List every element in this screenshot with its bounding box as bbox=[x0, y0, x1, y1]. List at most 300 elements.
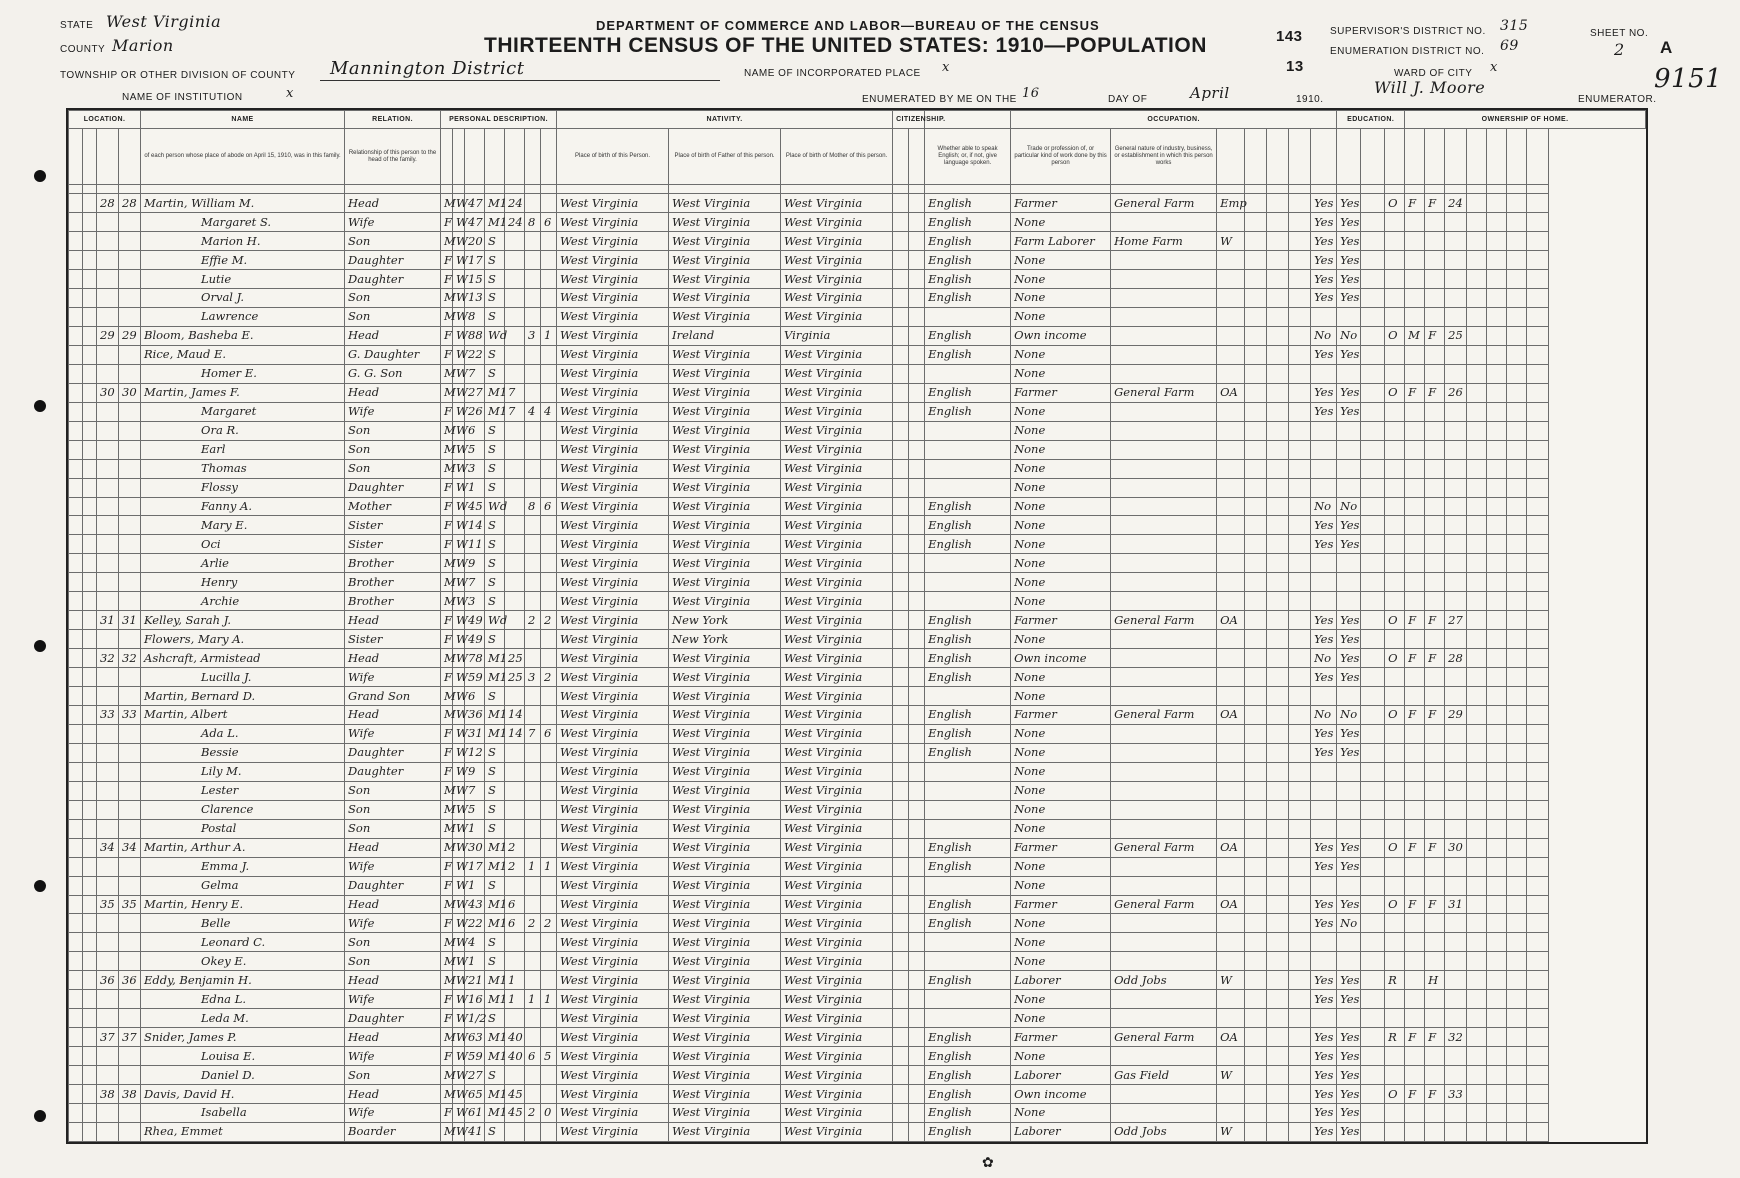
cell-hs bbox=[1425, 687, 1445, 706]
cell-bp: West Virginia bbox=[557, 421, 669, 440]
cell-own bbox=[1385, 289, 1405, 308]
cell-born bbox=[525, 383, 541, 402]
cell-liv: 2 bbox=[541, 914, 557, 933]
cell-rel: Son bbox=[345, 421, 441, 440]
cell-own bbox=[1385, 952, 1405, 971]
cell-eng: English bbox=[925, 611, 1011, 630]
cell-own bbox=[1385, 440, 1405, 459]
cell-bp: West Virginia bbox=[557, 497, 669, 516]
cell-f bbox=[119, 421, 141, 440]
mother-birthplace-subheading: Place of birth of Mother of this person. bbox=[781, 129, 893, 185]
cell-bpm: West Virginia bbox=[781, 440, 893, 459]
cell-wr: Yes bbox=[1337, 1028, 1361, 1047]
cell-sched bbox=[1445, 1066, 1467, 1085]
cell-ind bbox=[1111, 402, 1217, 421]
cell-liv bbox=[541, 971, 557, 990]
cell-race: W bbox=[453, 876, 465, 895]
cell-rd: Yes bbox=[1311, 971, 1337, 990]
cell-age: 47 bbox=[465, 213, 485, 232]
table-row bbox=[69, 573, 1646, 592]
cell-rel: Wife bbox=[345, 213, 441, 232]
cell-fm bbox=[1405, 1009, 1425, 1028]
supervisor-value: 315 bbox=[1500, 18, 1529, 34]
cell-rd: Yes bbox=[1311, 743, 1337, 762]
cell-hs bbox=[1425, 1104, 1445, 1123]
cell-liv: 2 bbox=[541, 668, 557, 687]
cell-bpf: West Virginia bbox=[669, 251, 781, 270]
cell-yrs bbox=[505, 592, 525, 611]
cell-liv bbox=[541, 705, 557, 724]
cell-rel: Wife bbox=[345, 914, 441, 933]
cell-ind bbox=[1111, 307, 1217, 326]
cell-trade: None bbox=[1011, 573, 1111, 592]
cell-trade: None bbox=[1011, 1009, 1111, 1028]
cell-born bbox=[525, 478, 541, 497]
cell-cls: W bbox=[1217, 1122, 1245, 1141]
cell-age: 15 bbox=[465, 270, 485, 289]
cell-yrs: 14 bbox=[505, 724, 525, 743]
cell-name: Rhea, Emmet bbox=[141, 1122, 345, 1141]
cell-trade: None bbox=[1011, 952, 1111, 971]
cell-fm bbox=[1405, 743, 1425, 762]
cell-trade: None bbox=[1011, 421, 1111, 440]
cell-bpm: West Virginia bbox=[781, 1009, 893, 1028]
cell-age: 6 bbox=[465, 687, 485, 706]
cell-cls bbox=[1217, 1009, 1245, 1028]
enumerated-label: ENUMERATED BY ME ON THE bbox=[862, 94, 1017, 105]
cell-sched bbox=[1445, 516, 1467, 535]
table-row bbox=[69, 838, 1646, 857]
cell-own: O bbox=[1385, 838, 1405, 857]
cell-hs bbox=[1425, 535, 1445, 554]
cell-name: Thomas bbox=[141, 459, 345, 478]
cell-rd: Yes bbox=[1311, 194, 1337, 213]
cell-race: W bbox=[453, 194, 465, 213]
cell-trade: None bbox=[1011, 668, 1111, 687]
ownership-group: OWNERSHIP OF HOME. bbox=[1405, 111, 1646, 129]
cell-cls bbox=[1217, 990, 1245, 1009]
hole-punch-icon bbox=[34, 640, 46, 652]
cell-age: 13 bbox=[465, 289, 485, 308]
cell-ms: M1 bbox=[485, 1104, 505, 1123]
cell-name: Clarence bbox=[141, 800, 345, 819]
ward-value: x bbox=[1490, 60, 1498, 75]
cell-sched bbox=[1445, 1122, 1467, 1141]
cell-fm bbox=[1405, 781, 1425, 800]
cell-d bbox=[97, 345, 119, 364]
cell-own bbox=[1385, 762, 1405, 781]
cell-sex: M bbox=[441, 687, 453, 706]
cell-eng bbox=[925, 478, 1011, 497]
cell-bpm: West Virginia bbox=[781, 876, 893, 895]
cell-race: W bbox=[453, 952, 465, 971]
cell-hs bbox=[1425, 668, 1445, 687]
cell-ms: Wd bbox=[485, 497, 505, 516]
cell-f bbox=[119, 270, 141, 289]
birthplace-subheading: Place of birth of this Person. bbox=[557, 129, 669, 185]
cell-born bbox=[525, 459, 541, 478]
cell-ms: M1 bbox=[485, 194, 505, 213]
cell-cls bbox=[1217, 440, 1245, 459]
cell-trade: None bbox=[1011, 933, 1111, 952]
cell-sex: M bbox=[441, 781, 453, 800]
cell-bpm: West Virginia bbox=[781, 459, 893, 478]
cell-own bbox=[1385, 592, 1405, 611]
table-row bbox=[69, 952, 1646, 971]
cell-sex: M bbox=[441, 554, 453, 573]
cell-liv bbox=[541, 952, 557, 971]
cell-eng bbox=[925, 762, 1011, 781]
cell-sex: M bbox=[441, 307, 453, 326]
cell-trade: None bbox=[1011, 289, 1111, 308]
cell-f bbox=[119, 857, 141, 876]
cell-ind bbox=[1111, 800, 1217, 819]
cell-rel: Daughter bbox=[345, 1009, 441, 1028]
cell-rd bbox=[1311, 478, 1337, 497]
cell-cls bbox=[1217, 402, 1245, 421]
enumerated-day: 16 bbox=[1022, 86, 1040, 101]
cell-wr: Yes bbox=[1337, 649, 1361, 668]
cell-sched bbox=[1445, 952, 1467, 971]
cell-sex: M bbox=[441, 819, 453, 838]
cell-sex: F bbox=[441, 251, 453, 270]
cell-rel: Brother bbox=[345, 592, 441, 611]
cell-fm: F bbox=[1405, 1028, 1425, 1047]
cell-d: 32 bbox=[97, 649, 119, 668]
cell-own bbox=[1385, 251, 1405, 270]
cell-wr: Yes bbox=[1337, 383, 1361, 402]
cell-bpf: West Virginia bbox=[669, 895, 781, 914]
cell-bpm: West Virginia bbox=[781, 895, 893, 914]
cell-born bbox=[525, 232, 541, 251]
cell-d bbox=[97, 952, 119, 971]
cell-wr: Yes bbox=[1337, 232, 1361, 251]
cell-trade: None bbox=[1011, 459, 1111, 478]
cell-sched bbox=[1445, 270, 1467, 289]
cell-trade: None bbox=[1011, 800, 1111, 819]
cell-fm bbox=[1405, 270, 1425, 289]
cell-bpm: West Virginia bbox=[781, 289, 893, 308]
cell-bp: West Virginia bbox=[557, 914, 669, 933]
incorporated-place-label: NAME OF INCORPORATED PLACE bbox=[744, 68, 921, 79]
cell-age: 7 bbox=[465, 573, 485, 592]
language-subheading: Whether able to speak English; or, if not, give language spoken. bbox=[925, 129, 1011, 185]
cell-liv bbox=[541, 383, 557, 402]
cell-eng bbox=[925, 573, 1011, 592]
cell-rel: Head bbox=[345, 1028, 441, 1047]
cell-born bbox=[525, 307, 541, 326]
cell-bpf: West Virginia bbox=[669, 440, 781, 459]
cell-cls bbox=[1217, 857, 1245, 876]
table-row bbox=[69, 270, 1646, 289]
name-subheading: of each person whose place of abode on April 15, 1910, was in this family. bbox=[141, 129, 345, 185]
cell-sex: F bbox=[441, 630, 453, 649]
cell-hs bbox=[1425, 364, 1445, 383]
cell-name: Fanny A. bbox=[141, 497, 345, 516]
supervisor-label: SUPERVISOR'S DISTRICT NO. bbox=[1330, 26, 1486, 37]
cell-bp: West Virginia bbox=[557, 516, 669, 535]
cell-rel: G. G. Son bbox=[345, 364, 441, 383]
cell-sex: F bbox=[441, 668, 453, 687]
cell-ms: S bbox=[485, 307, 505, 326]
cell-race: W bbox=[453, 497, 465, 516]
cell-own: O bbox=[1385, 705, 1405, 724]
cell-liv: 4 bbox=[541, 402, 557, 421]
cell-cls bbox=[1217, 345, 1245, 364]
cell-trade: None bbox=[1011, 592, 1111, 611]
cell-own bbox=[1385, 364, 1405, 383]
cell-bpf: West Virginia bbox=[669, 668, 781, 687]
cell-ms: S bbox=[485, 364, 505, 383]
cell-ms: S bbox=[485, 592, 505, 611]
cell-yrs bbox=[505, 1009, 525, 1028]
cell-born bbox=[525, 535, 541, 554]
cell-hs bbox=[1425, 876, 1445, 895]
cell-fm bbox=[1405, 1122, 1425, 1141]
cell-sched bbox=[1445, 345, 1467, 364]
cell-name: Rice, Maud E. bbox=[141, 345, 345, 364]
table-row bbox=[69, 781, 1646, 800]
cell-ind bbox=[1111, 516, 1217, 535]
cell-bpf: West Virginia bbox=[669, 497, 781, 516]
cell-trade: Laborer bbox=[1011, 1122, 1111, 1141]
cell-d bbox=[97, 232, 119, 251]
cell-fm bbox=[1405, 497, 1425, 516]
location-group: LOCATION. bbox=[69, 111, 141, 129]
cell-liv bbox=[541, 630, 557, 649]
cell-wr bbox=[1337, 687, 1361, 706]
cell-age: 3 bbox=[465, 459, 485, 478]
cell-cls: Emp bbox=[1217, 194, 1245, 213]
cell-age: 26 bbox=[465, 402, 485, 421]
cell-name: Gelma bbox=[141, 876, 345, 895]
cell-rel: Daughter bbox=[345, 251, 441, 270]
cell-bp: West Virginia bbox=[557, 592, 669, 611]
cell-sched bbox=[1445, 876, 1467, 895]
cell-sched bbox=[1445, 573, 1467, 592]
cell-liv: 1 bbox=[541, 990, 557, 1009]
cell-bp: West Virginia bbox=[557, 819, 669, 838]
cell-cls bbox=[1217, 478, 1245, 497]
cell-hs bbox=[1425, 1066, 1445, 1085]
table-row bbox=[69, 724, 1646, 743]
cell-ms: M1 bbox=[485, 1085, 505, 1104]
cell-ind: General Farm bbox=[1111, 611, 1217, 630]
cell-rel: Son bbox=[345, 952, 441, 971]
cell-race: W bbox=[453, 307, 465, 326]
table-row bbox=[69, 194, 1646, 213]
cell-rd: Yes bbox=[1311, 611, 1337, 630]
cell-d bbox=[97, 990, 119, 1009]
cell-name: Martin, William M. bbox=[141, 194, 345, 213]
cell-yrs: 7 bbox=[505, 383, 525, 402]
cell-fm bbox=[1405, 762, 1425, 781]
cell-age: 17 bbox=[465, 857, 485, 876]
cell-trade: Farmer bbox=[1011, 1028, 1111, 1047]
cell-rd: Yes bbox=[1311, 630, 1337, 649]
cell-name: Bloom, Basheba E. bbox=[141, 326, 345, 345]
cell-ms: S bbox=[485, 345, 505, 364]
cell-rd: Yes bbox=[1311, 1066, 1337, 1085]
cell-bpm: West Virginia bbox=[781, 724, 893, 743]
cell-sex: F bbox=[441, 497, 453, 516]
cell-bp: West Virginia bbox=[557, 630, 669, 649]
cell-liv bbox=[541, 421, 557, 440]
cell-ind bbox=[1111, 364, 1217, 383]
cell-yrs: 25 bbox=[505, 649, 525, 668]
cell-d: 28 bbox=[97, 194, 119, 213]
cell-yrs: 2 bbox=[505, 857, 525, 876]
state-value: West Virginia bbox=[106, 12, 222, 31]
cell-cls bbox=[1217, 535, 1245, 554]
cell-hs bbox=[1425, 289, 1445, 308]
cell-eng: English bbox=[925, 857, 1011, 876]
cell-fm bbox=[1405, 478, 1425, 497]
cell-bpm: West Virginia bbox=[781, 838, 893, 857]
cell-ms: Wd bbox=[485, 326, 505, 345]
cell-liv bbox=[541, 800, 557, 819]
cell-ms: S bbox=[485, 743, 505, 762]
cell-yrs: 24 bbox=[505, 213, 525, 232]
cell-wr: Yes bbox=[1337, 743, 1361, 762]
cell-race: W bbox=[453, 611, 465, 630]
cell-trade: None bbox=[1011, 1047, 1111, 1066]
cell-bp: West Virginia bbox=[557, 289, 669, 308]
cell-born: 8 bbox=[525, 213, 541, 232]
cell-rd: Yes bbox=[1311, 1047, 1337, 1066]
cell-born bbox=[525, 1122, 541, 1141]
cell-f: 38 bbox=[119, 1085, 141, 1104]
cell-sex: F bbox=[441, 516, 453, 535]
table-row bbox=[69, 554, 1646, 573]
cell-sched bbox=[1445, 289, 1467, 308]
cell-liv: 1 bbox=[541, 857, 557, 876]
cell-age: 78 bbox=[465, 649, 485, 668]
cell-hs: F bbox=[1425, 649, 1445, 668]
sheet-value: 2 bbox=[1614, 40, 1625, 59]
cell-bpm: West Virginia bbox=[781, 762, 893, 781]
cell-wr bbox=[1337, 800, 1361, 819]
cell-d bbox=[97, 1047, 119, 1066]
cell-f bbox=[119, 743, 141, 762]
sheet-letter: A bbox=[1660, 38, 1673, 57]
cell-born bbox=[525, 743, 541, 762]
cell-hs: F bbox=[1425, 838, 1445, 857]
cell-rd: No bbox=[1311, 705, 1337, 724]
cell-d bbox=[97, 307, 119, 326]
cell-fm bbox=[1405, 876, 1425, 895]
relation-subheading: Relationship of this person to the head of the family. bbox=[345, 129, 441, 185]
cell-rd bbox=[1311, 952, 1337, 971]
cell-d bbox=[97, 933, 119, 952]
cell-bpm: West Virginia bbox=[781, 687, 893, 706]
township-label: TOWNSHIP OR OTHER DIVISION OF COUNTY bbox=[60, 70, 296, 81]
cell-name: Arlie bbox=[141, 554, 345, 573]
cell-hs bbox=[1425, 402, 1445, 421]
cell-sched bbox=[1445, 990, 1467, 1009]
cell-cls bbox=[1217, 630, 1245, 649]
cell-yrs bbox=[505, 687, 525, 706]
cell-rd: Yes bbox=[1311, 857, 1337, 876]
cell-born bbox=[525, 345, 541, 364]
cell-ms: S bbox=[485, 819, 505, 838]
cell-race: W bbox=[453, 990, 465, 1009]
cell-own: O bbox=[1385, 1085, 1405, 1104]
cell-bpm: West Virginia bbox=[781, 497, 893, 516]
cell-fm bbox=[1405, 421, 1425, 440]
cell-liv bbox=[541, 270, 557, 289]
cell-rel: Wife bbox=[345, 1047, 441, 1066]
cell-sex: M bbox=[441, 383, 453, 402]
cell-f bbox=[119, 800, 141, 819]
cell-d bbox=[97, 270, 119, 289]
cell-d: 37 bbox=[97, 1028, 119, 1047]
cell-hs bbox=[1425, 819, 1445, 838]
cell-d bbox=[97, 630, 119, 649]
cell-f: 30 bbox=[119, 383, 141, 402]
table-row bbox=[69, 1104, 1646, 1123]
cell-f: 37 bbox=[119, 1028, 141, 1047]
table-row bbox=[69, 990, 1646, 1009]
cell-own bbox=[1385, 459, 1405, 478]
cell-ms: M1 bbox=[485, 914, 505, 933]
cell-ind bbox=[1111, 289, 1217, 308]
table-row bbox=[69, 232, 1646, 251]
cell-hs bbox=[1425, 914, 1445, 933]
cell-rel: Son bbox=[345, 933, 441, 952]
cell-wr: Yes bbox=[1337, 611, 1361, 630]
cell-sched bbox=[1445, 800, 1467, 819]
cell-race: W bbox=[453, 1122, 465, 1141]
cell-race: W bbox=[453, 383, 465, 402]
cell-own bbox=[1385, 573, 1405, 592]
cell-hs bbox=[1425, 213, 1445, 232]
cell-bpm: Virginia bbox=[781, 326, 893, 345]
cell-cls bbox=[1217, 307, 1245, 326]
cell-wr bbox=[1337, 307, 1361, 326]
cell-bpm: West Virginia bbox=[781, 535, 893, 554]
cell-bpf: West Virginia bbox=[669, 952, 781, 971]
cell-ms: M1 bbox=[485, 213, 505, 232]
cell-ind bbox=[1111, 668, 1217, 687]
cell-eng: English bbox=[925, 213, 1011, 232]
cell-d bbox=[97, 554, 119, 573]
cell-d: 31 bbox=[97, 611, 119, 630]
cell-wr: No bbox=[1337, 497, 1361, 516]
cell-name: Snider, James P. bbox=[141, 1028, 345, 1047]
cell-rel: Daughter bbox=[345, 270, 441, 289]
cell-d bbox=[97, 781, 119, 800]
cell-race: W bbox=[453, 800, 465, 819]
cell-rel: Wife bbox=[345, 1104, 441, 1123]
cell-f bbox=[119, 990, 141, 1009]
cell-rd: Yes bbox=[1311, 402, 1337, 421]
cell-bpf: West Virginia bbox=[669, 914, 781, 933]
cell-eng: English bbox=[925, 705, 1011, 724]
cell-d bbox=[97, 1066, 119, 1085]
cell-cls bbox=[1217, 800, 1245, 819]
cell-bpf: West Virginia bbox=[669, 1028, 781, 1047]
cell-age: 59 bbox=[465, 1047, 485, 1066]
cell-bpf: West Virginia bbox=[669, 933, 781, 952]
cell-bp: West Virginia bbox=[557, 383, 669, 402]
personal-description-group: PERSONAL DESCRIPTION. bbox=[441, 111, 557, 129]
cell-age: 4 bbox=[465, 933, 485, 952]
cell-sched bbox=[1445, 497, 1467, 516]
cell-liv bbox=[541, 895, 557, 914]
cell-wr: Yes bbox=[1337, 345, 1361, 364]
sheet-label: SHEET NO. bbox=[1590, 28, 1649, 39]
